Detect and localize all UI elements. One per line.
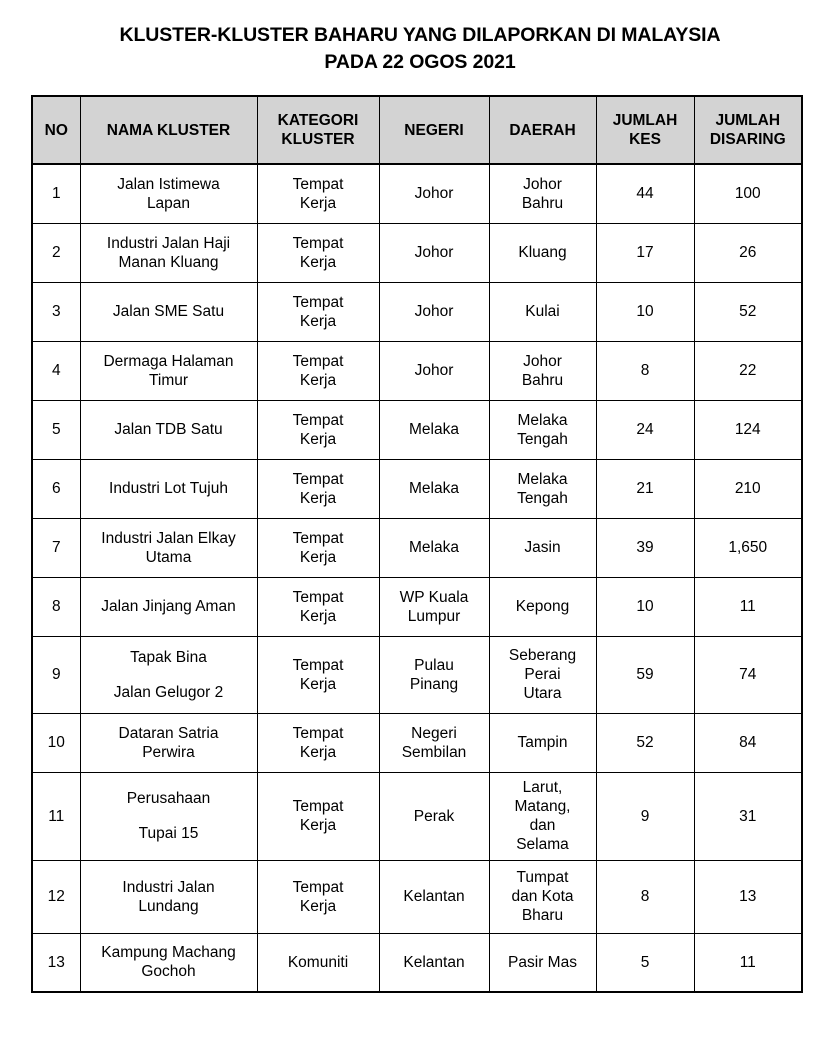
title-line-2: PADA 22 OGOS 2021 <box>324 51 516 73</box>
cell-kategori-line1: Tempat <box>292 470 344 488</box>
cell-negeri-line1: Melaka <box>409 539 459 556</box>
cell-daerah-line1: Larut, <box>522 779 563 796</box>
cell-daerah-line1: Kluang <box>518 244 567 261</box>
cell-kategori-kluster <box>257 860 379 933</box>
cell-daerah-line1: Melaka <box>517 411 568 429</box>
cell-kategori-line2: Kerja <box>299 371 337 389</box>
cell-daerah <box>489 518 596 577</box>
cell-no <box>32 518 80 577</box>
cell-nama-kluster <box>80 518 257 577</box>
cell-nama-line1: Industri Jalan Haji <box>106 234 231 252</box>
cell-daerah-line3: Bharu <box>521 907 564 924</box>
cell-jumlah-kes-value: 17 <box>636 244 654 261</box>
cell-negeri-line1: Kelantan <box>403 953 465 971</box>
cell-negeri <box>379 164 489 223</box>
table-body <box>32 164 802 992</box>
cell-kategori-line2: Kerja <box>299 743 337 761</box>
cell-kategori-kluster <box>257 518 379 577</box>
cell-daerah <box>489 577 596 636</box>
title-line-1: KLUSTER-KLUSTER BAHARU YANG DILAPORKAN DI MALAYSIA <box>119 24 721 46</box>
cell-no <box>32 577 80 636</box>
column-header-jumlah-kes <box>596 96 694 164</box>
cell-kategori-line1: Tempat <box>292 798 344 815</box>
cell-jumlah-disaring-value: 22 <box>739 362 757 379</box>
table-row <box>32 518 802 577</box>
cell-nama-line2: Lundang <box>138 897 199 915</box>
cell-daerah-line1: Jasin <box>524 539 561 556</box>
cell-nama-line2: Perwira <box>142 743 195 761</box>
cell-kategori-line2: Kerja <box>299 489 337 507</box>
cell-no-value: 10 <box>47 734 65 751</box>
cell-negeri-line1: Melaka <box>409 421 459 438</box>
table-row <box>32 713 802 772</box>
cell-daerah <box>489 282 596 341</box>
cell-jumlah-disaring-value: 1,650 <box>728 539 768 556</box>
cell-nama-kluster <box>80 282 257 341</box>
cell-no-value: 7 <box>51 539 61 556</box>
cell-kategori-kluster <box>257 636 379 713</box>
cell-nama-line1: Industri Lot Tujuh <box>109 480 228 497</box>
table-header <box>32 96 802 164</box>
cell-daerah-line1: Melaka <box>517 470 568 488</box>
cell-negeri-line1: Johor <box>414 362 454 379</box>
cell-daerah <box>489 341 596 400</box>
table-row <box>32 459 802 518</box>
cell-no <box>32 341 80 400</box>
table-row <box>32 577 802 636</box>
cell-no-value: 9 <box>51 666 61 683</box>
table-row <box>32 223 802 282</box>
column-header-daerah <box>489 96 596 164</box>
cell-daerah <box>489 860 596 933</box>
cell-daerah-line3: dan <box>529 817 556 834</box>
cell-nama-kluster <box>80 400 257 459</box>
cell-kategori-line1: Tempat <box>292 411 344 429</box>
cell-daerah-line1: Tumpat <box>516 869 569 886</box>
cell-negeri-line1: Melaka <box>409 480 459 497</box>
cell-jumlah-kes-value: 44 <box>636 185 654 203</box>
cell-jumlah-disaring <box>694 282 802 341</box>
column-header-kategori-kluster <box>257 96 379 164</box>
cell-kategori-kluster <box>257 223 379 282</box>
cell-nama-line1: Industri Jalan <box>122 878 215 896</box>
cell-daerah <box>489 636 596 713</box>
cell-negeri <box>379 772 489 860</box>
cell-kategori-line2: Kerja <box>299 253 337 271</box>
cell-no <box>32 933 80 992</box>
cluster-table-container <box>31 95 801 993</box>
cell-jumlah-kes-value: 9 <box>640 807 650 825</box>
cell-jumlah-disaring <box>694 713 802 772</box>
column-header-negeri-label: NEGERI <box>404 121 464 139</box>
cell-no-value: 6 <box>51 480 61 497</box>
cell-kategori-line2: Kerja <box>299 897 337 915</box>
cell-jumlah-disaring-value: 210 <box>734 480 761 497</box>
column-header-nama-kluster-label: NAMA KLUSTER <box>106 121 231 139</box>
cell-no <box>32 459 80 518</box>
cell-jumlah-disaring <box>694 933 802 992</box>
cell-daerah-line2: Matang, <box>514 798 571 815</box>
cell-jumlah-disaring <box>694 577 802 636</box>
cell-kategori-line2: Kerja <box>299 675 337 693</box>
cell-kategori-line2: Kerja <box>299 312 337 330</box>
cell-nama-kluster <box>80 577 257 636</box>
cell-nama-kluster <box>80 459 257 518</box>
column-header-no-label: NO <box>44 121 68 139</box>
cell-kategori-line1: Komuniti <box>287 953 349 971</box>
cell-jumlah-disaring-value: 13 <box>739 888 757 905</box>
cell-negeri-line1: Perak <box>413 807 455 825</box>
column-header-jumlah-disaring-line1: JUMLAH <box>715 112 781 129</box>
cell-no-value: 1 <box>51 185 61 203</box>
cell-jumlah-disaring-value: 11 <box>739 598 756 615</box>
table-row <box>32 341 802 400</box>
cell-kategori-line1: Tempat <box>292 529 344 547</box>
cell-nama-line2: Gochoh <box>141 963 196 981</box>
column-header-no <box>32 96 80 164</box>
cell-negeri-line2: Pinang <box>409 675 459 693</box>
cell-kategori-line2: Kerja <box>299 194 337 212</box>
cell-jumlah-disaring-value: 124 <box>734 421 761 438</box>
cell-no-value: 3 <box>51 303 61 320</box>
table-row <box>32 282 802 341</box>
cell-jumlah-disaring-value: 26 <box>739 244 757 261</box>
cell-no <box>32 282 80 341</box>
cell-nama-line2: Lapan <box>146 194 191 212</box>
cell-kategori-line1: Tempat <box>292 352 344 370</box>
cell-negeri-line1: Johor <box>414 244 454 261</box>
cell-jumlah-kes-value: 10 <box>636 598 654 615</box>
column-header-jumlah-kes-line1: JUMLAH <box>612 112 678 129</box>
cell-daerah <box>489 713 596 772</box>
cell-nama-kluster <box>80 933 257 992</box>
cell-nama-kluster <box>80 223 257 282</box>
cell-jumlah-kes-value: 24 <box>636 421 654 438</box>
table-row <box>32 772 802 860</box>
cell-negeri-line1: Johor <box>414 185 454 203</box>
cell-nama-line1: Dataran Satria <box>118 724 219 742</box>
cell-no <box>32 713 80 772</box>
cell-daerah-line1: Kulai <box>525 303 560 320</box>
cell-no <box>32 772 80 860</box>
cell-nama-line2: Utama <box>145 548 192 566</box>
column-header-daerah-label: DAERAH <box>509 121 576 139</box>
cell-no <box>32 164 80 223</box>
column-header-jumlah-disaring <box>694 96 802 164</box>
cell-daerah-line1: Kepong <box>515 598 570 615</box>
cell-nama-line1: Jalan TDB Satu <box>114 421 223 438</box>
cell-daerah <box>489 223 596 282</box>
cell-negeri-line1: WP Kuala <box>399 588 469 606</box>
column-header-negeri <box>379 96 489 164</box>
cell-kategori-line1: Tempat <box>292 175 344 193</box>
cell-negeri <box>379 636 489 713</box>
cell-kategori-line2: Kerja <box>299 548 337 566</box>
cell-kategori-line1: Tempat <box>292 293 344 311</box>
cell-kategori-line1: Tempat <box>292 656 344 674</box>
cell-daerah-line2: Bahru <box>521 371 564 389</box>
cell-jumlah-disaring <box>694 400 802 459</box>
cell-nama-line1: Kampung Machang <box>101 944 236 962</box>
cell-jumlah-disaring <box>694 636 802 713</box>
cell-daerah-line1: Johor <box>523 175 562 193</box>
cell-kategori-kluster <box>257 772 379 860</box>
cell-negeri-line2: Sembilan <box>401 743 467 761</box>
cell-nama-kluster <box>80 860 257 933</box>
cell-jumlah-kes <box>596 459 694 518</box>
cell-negeri <box>379 400 489 459</box>
cell-kategori-line1: Tempat <box>292 878 344 896</box>
cell-no <box>32 400 80 459</box>
cell-jumlah-kes-value: 10 <box>636 303 654 320</box>
cell-nama-line1: Jalan Jinjang Aman <box>101 598 236 615</box>
cell-kategori-kluster <box>257 164 379 223</box>
cell-daerah <box>489 933 596 992</box>
cell-nama-line2: Timur <box>148 371 189 389</box>
cell-kategori-kluster <box>257 341 379 400</box>
cell-jumlah-kes-value: 5 <box>640 953 650 971</box>
cell-daerah-line2: Tengah <box>517 430 568 448</box>
cell-jumlah-kes <box>596 400 694 459</box>
cell-nama-line1: Jalan SME Satu <box>112 303 225 320</box>
cell-jumlah-disaring <box>694 341 802 400</box>
cell-jumlah-disaring <box>694 772 802 860</box>
cell-daerah-line1: Seberang <box>508 647 577 664</box>
cell-jumlah-kes-value: 8 <box>640 362 650 379</box>
cell-nama-line2: Tupai 15 <box>138 825 199 842</box>
cell-nama-kluster <box>80 772 257 860</box>
cell-daerah-line2: dan Kota <box>511 888 574 905</box>
cell-kategori-kluster <box>257 459 379 518</box>
table-row <box>32 933 802 992</box>
cell-jumlah-kes <box>596 713 694 772</box>
cell-daerah-line4: Selama <box>516 836 569 853</box>
cell-jumlah-kes <box>596 860 694 933</box>
cell-jumlah-disaring-value: 74 <box>739 666 757 683</box>
column-header-jumlah-kes-line2: KES <box>629 131 661 148</box>
cell-negeri-line1: Negeri <box>411 724 457 742</box>
cell-jumlah-kes-value: 52 <box>636 734 654 751</box>
cell-jumlah-kes <box>596 164 694 223</box>
cell-negeri <box>379 223 489 282</box>
cell-negeri <box>379 341 489 400</box>
cell-kategori-kluster <box>257 933 379 992</box>
cell-jumlah-disaring-value: 100 <box>734 185 761 203</box>
cell-nama-line1: Tapak Bina <box>130 648 207 666</box>
cell-nama-line1: Perusahaan <box>126 790 211 807</box>
cell-daerah-line2: Perai <box>524 666 561 683</box>
cell-jumlah-kes <box>596 933 694 992</box>
cell-nama-line2: Manan Kluang <box>118 253 219 271</box>
cell-negeri-line1: Pulau <box>414 656 454 674</box>
cell-jumlah-kes-value: 8 <box>640 888 650 905</box>
cell-nama-line1: Jalan Istimewa <box>117 175 220 193</box>
cell-negeri <box>379 282 489 341</box>
cell-nama-kluster <box>80 341 257 400</box>
column-header-kategori-kluster-line1: KATEGORI <box>277 112 359 129</box>
cell-jumlah-disaring <box>694 223 802 282</box>
cell-nama-line1: Dermaga Halaman <box>103 352 234 370</box>
cell-kategori-kluster <box>257 400 379 459</box>
cell-negeri <box>379 518 489 577</box>
cell-jumlah-disaring-value: 11 <box>739 953 756 971</box>
cell-nama-line1: Industri Jalan Elkay <box>101 529 236 547</box>
cell-daerah-line3: Utara <box>523 685 562 702</box>
cell-negeri <box>379 713 489 772</box>
cell-jumlah-kes <box>596 577 694 636</box>
cell-daerah <box>489 400 596 459</box>
cell-daerah-line1: Pasir Mas <box>508 953 577 971</box>
table-row <box>32 636 802 713</box>
cell-kategori-line1: Tempat <box>292 724 344 742</box>
cell-jumlah-kes <box>596 772 694 860</box>
cell-no-value: 8 <box>51 598 61 615</box>
cell-kategori-kluster <box>257 713 379 772</box>
table-row <box>32 400 802 459</box>
cell-kategori-kluster <box>257 577 379 636</box>
column-header-nama-kluster <box>80 96 257 164</box>
cell-jumlah-disaring-value: 52 <box>739 303 757 320</box>
cell-kategori-kluster <box>257 282 379 341</box>
cell-negeri <box>379 577 489 636</box>
cell-no-value: 12 <box>47 888 65 905</box>
cell-kategori-line2: Kerja <box>299 430 337 448</box>
cell-jumlah-disaring-value: 84 <box>739 734 757 751</box>
cell-negeri <box>379 459 489 518</box>
cell-no <box>32 223 80 282</box>
cell-jumlah-kes-value: 21 <box>636 480 654 497</box>
cell-jumlah-disaring <box>694 860 802 933</box>
cell-jumlah-kes <box>596 223 694 282</box>
column-header-jumlah-disaring-line2: DISARING <box>709 131 786 148</box>
table-row <box>32 164 802 223</box>
cell-no-value: 2 <box>51 244 61 261</box>
cell-negeri-line2: Lumpur <box>407 607 461 625</box>
cell-negeri <box>379 933 489 992</box>
table-row <box>32 860 802 933</box>
cell-nama-line2: Jalan Gelugor 2 <box>113 683 224 701</box>
cell-jumlah-kes-value: 39 <box>636 539 654 556</box>
cell-jumlah-disaring <box>694 164 802 223</box>
cell-jumlah-disaring <box>694 518 802 577</box>
cluster-table <box>31 95 803 993</box>
cell-daerah-line2: Bahru <box>521 194 564 212</box>
cell-negeri-line1: Johor <box>414 303 454 320</box>
column-header-kategori-kluster-line2: KLUSTER <box>281 131 355 148</box>
cell-no-value: 13 <box>47 953 65 971</box>
cell-daerah-line2: Tengah <box>517 489 568 507</box>
cell-jumlah-disaring <box>694 459 802 518</box>
cell-kategori-line1: Tempat <box>292 234 344 252</box>
cell-no-value: 11 <box>48 807 65 825</box>
cell-nama-kluster <box>80 713 257 772</box>
cell-no-value: 5 <box>51 421 61 438</box>
cell-jumlah-disaring-value: 31 <box>739 807 757 825</box>
cell-nama-kluster <box>80 636 257 713</box>
cell-jumlah-kes <box>596 636 694 713</box>
cell-no <box>32 636 80 713</box>
cell-no <box>32 860 80 933</box>
cell-daerah-line1: Tampin <box>517 734 568 751</box>
cell-jumlah-kes <box>596 518 694 577</box>
page-title <box>0 0 840 76</box>
table-header-row <box>32 96 802 164</box>
cell-kategori-line2: Kerja <box>299 607 337 625</box>
cell-jumlah-kes <box>596 282 694 341</box>
cell-daerah <box>489 459 596 518</box>
cell-nama-kluster <box>80 164 257 223</box>
cell-negeri-line1: Kelantan <box>403 888 465 905</box>
cell-daerah <box>489 772 596 860</box>
cell-jumlah-kes <box>596 341 694 400</box>
cell-daerah-line1: Johor <box>523 352 562 370</box>
cell-kategori-line2: Kerja <box>299 817 337 834</box>
cell-jumlah-kes-value: 59 <box>636 666 654 683</box>
cell-kategori-line1: Tempat <box>292 588 344 606</box>
cell-no-value: 4 <box>51 362 61 379</box>
cell-daerah <box>489 164 596 223</box>
cell-negeri <box>379 860 489 933</box>
